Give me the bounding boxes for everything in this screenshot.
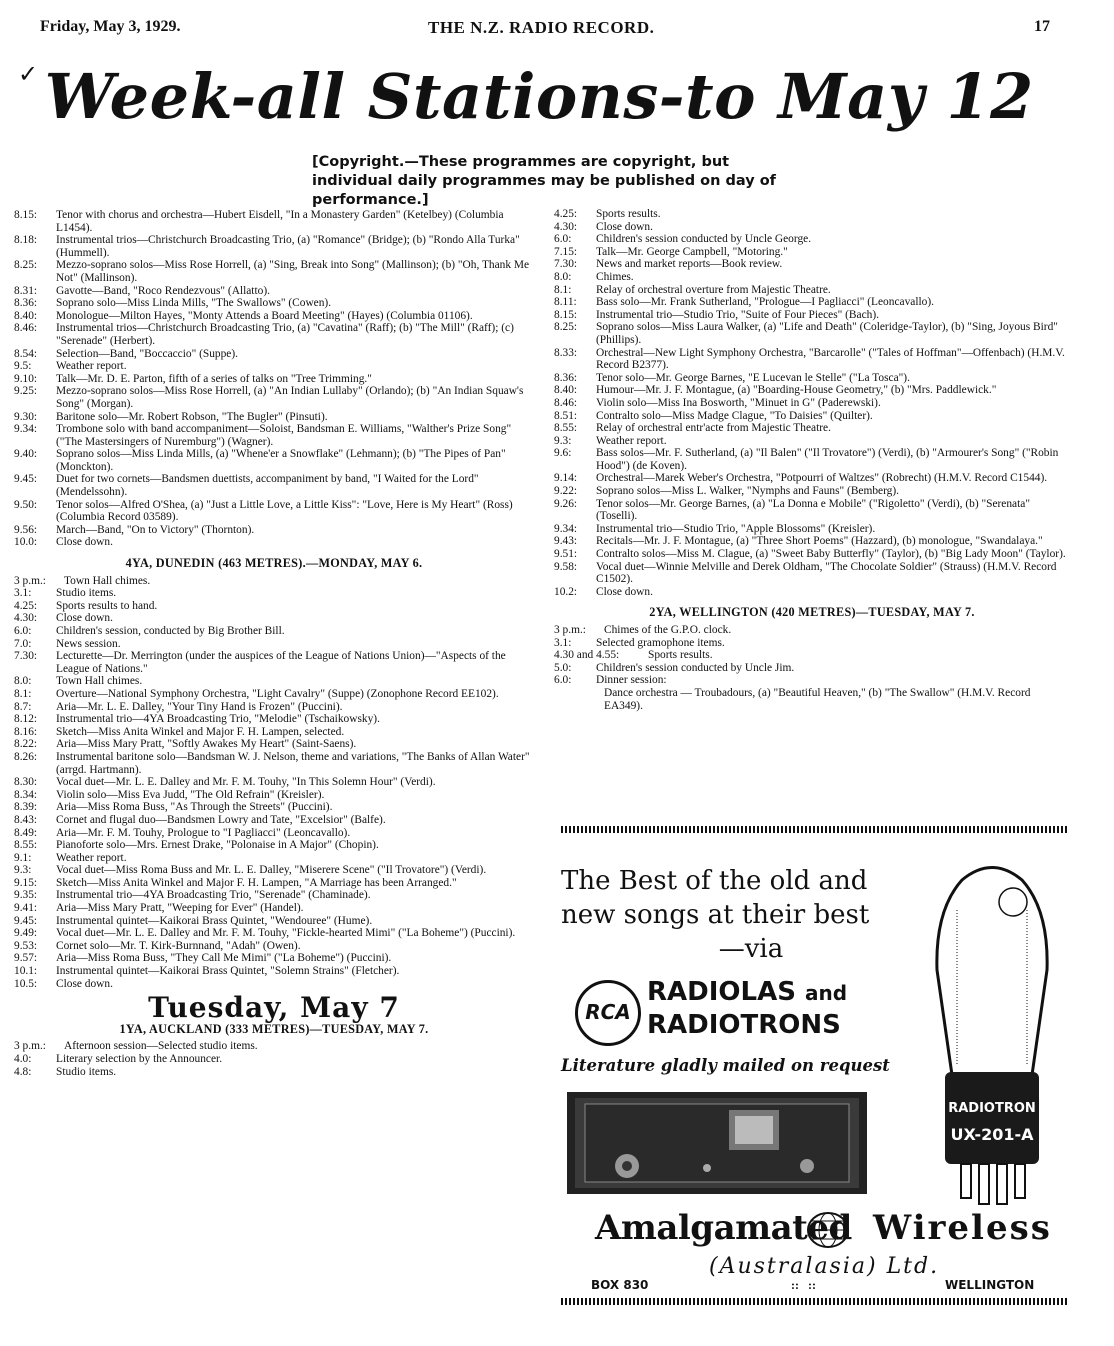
- programme-item: [554, 384, 1070, 397]
- programme-time: 3 p.m.:: [554, 624, 586, 636]
- programme-text: Close down.: [56, 977, 113, 990]
- programme-item: [554, 485, 1070, 498]
- programme-item: [14, 285, 534, 298]
- programme-time: 8.15:: [14, 209, 38, 221]
- programme-item: [554, 233, 1070, 246]
- programme-text: Children's session conducted by Uncle George.: [596, 233, 812, 246]
- programme-item: [14, 499, 534, 524]
- programme-text: Aria—Miss Mary Pratt, "Softly Awakes My Heart" (Saint-Saens).: [56, 738, 357, 751]
- programme-item: [554, 586, 1070, 599]
- copyright-notice: [Copyright.—These programmes are copyright, but individual daily programmes may be published on day of performance.]: [312, 154, 776, 208]
- programme-text: News and market reports—Book review.: [596, 258, 783, 271]
- programme-time: 3.1:: [554, 636, 572, 649]
- programme-time: 9.45:: [14, 914, 38, 927]
- programme-time: 8.43:: [14, 813, 38, 826]
- journal-title: THE N.Z. RADIO RECORD.: [428, 18, 655, 37]
- programme-item: [554, 321, 1070, 346]
- programme-item: [14, 701, 534, 714]
- programme-item: [14, 889, 534, 902]
- programme-text: Vocal duet—Mr. L. E. Dalley and Mr. F. M. Touhy, "In This Solemn Hour" (Verdi).: [56, 776, 436, 789]
- programme-item: [14, 852, 534, 865]
- programme-item: [14, 751, 534, 776]
- programme-time: 8.15:: [554, 308, 578, 321]
- programme-time: 9.3:: [554, 434, 572, 447]
- programme-item: [14, 297, 534, 310]
- programme-item: [554, 284, 1070, 297]
- programme-time: 9.6:: [554, 447, 572, 460]
- programme-item: [554, 435, 1070, 448]
- programme-text: Tenor solos—Alfred O'Shea, (a) "Just a Little Love, a Little Kiss": "Love, Here is My Heart" (Ross) (Columbia Record 03589).: [56, 498, 513, 524]
- programme-text: Weather report.: [596, 434, 667, 447]
- programme-time: 8.25:: [554, 321, 578, 334]
- programme-time: 8.0:: [14, 675, 32, 688]
- programme-time: 4.25:: [554, 208, 578, 220]
- programme-text: Lecturette—Dr. Merrington (under the auspices of the League of Nations Union)—"Aspects of the League of Nations.": [56, 650, 506, 675]
- programme-text: Chimes of the G.P.O. clock.: [604, 624, 732, 636]
- programme-time: 8.7:: [14, 700, 32, 713]
- programme-item: [14, 310, 534, 323]
- right-column: [554, 208, 1070, 712]
- programme-text: Aria—Mr. L. E. Dalley, "Your Tiny Hand is Frozen" (Puccini).: [56, 700, 343, 713]
- programme-time: 9.35:: [14, 889, 38, 902]
- programme-time: 9.5:: [14, 360, 32, 373]
- product-and: and: [804, 981, 848, 1005]
- programme-text: Sports results.: [596, 208, 661, 220]
- programme-item: [14, 423, 534, 448]
- programme-time: 8.30:: [14, 776, 38, 789]
- programme-item: [14, 877, 534, 890]
- programme-time: 7.15:: [554, 245, 578, 258]
- programme-time: 5.0:: [554, 661, 572, 674]
- programme-item: [14, 322, 534, 347]
- programme-item: [554, 296, 1070, 309]
- programme-item: [554, 347, 1070, 372]
- programme-text: Aria—Miss Roma Buss, "They Call Me Mimi" ("La Boheme") (Puccini).: [56, 952, 392, 965]
- programme-time: 9.25:: [14, 385, 38, 398]
- programme-text: Vocal duet—Winnie Melville and Derek Oldham, "The Chocolate Soldier" (Strauss) (H.M.V. Record C1502).: [596, 560, 1057, 586]
- programme-text: Contralto solo—Miss Madge Clague, "To Daisies" (Quilter).: [596, 409, 873, 422]
- programme-item: [14, 473, 534, 498]
- rca-logo-text: RCA: [585, 1000, 631, 1024]
- programme-item: [14, 776, 534, 789]
- programme-time: 8.33:: [554, 346, 578, 359]
- programme-text: Soprano solos—Miss Laura Walker, (a) "Life and Death" (Coleridge-Taylor), (b) "Sing, Joyous Bird" (Phillips).: [596, 321, 1058, 346]
- programme-text: Children's session conducted by Uncle Jim.: [596, 661, 795, 674]
- literature-note: Literature gladly mailed on request: [561, 1056, 890, 1075]
- programme-text: Instrumental trios—Christchurch Broadcasting Trio, (a) "Cavatina" (Raff); (b) "The Mill" (Raff); (c) "Serenade" (Herbert).: [56, 322, 514, 347]
- company-city: WELLINGTON: [945, 1278, 1035, 1292]
- programme-time: 8.40:: [554, 384, 578, 397]
- programme-text: Tenor solos—Mr. George Barnes, (a) "La Donna e Mobile" ("Rigoletto" (Verdi), (b) "Serenata" (Toselli).: [596, 497, 1030, 523]
- programme-time: 8.34:: [14, 788, 38, 801]
- programme-text: Close down.: [56, 612, 113, 625]
- programme-item: [554, 246, 1070, 259]
- programme-time: 4.30 and 4.55:: [554, 649, 620, 662]
- programme-item: [14, 789, 534, 802]
- programme-item: [14, 726, 534, 739]
- programme-item: [14, 814, 534, 827]
- programme-item: [14, 965, 534, 978]
- programme-item: [554, 422, 1070, 435]
- advertisement: [561, 826, 1073, 1324]
- programme-time: 4.25:: [14, 599, 38, 612]
- programme-time: 8.55:: [554, 422, 578, 435]
- programme-item: [554, 687, 1070, 712]
- programme-item: [14, 902, 534, 915]
- programme-text: Recitals—Mr. J. F. Montague, (a) "Three Short Poems" (Hazzard), (b) monologue, "Swandalaya.": [596, 535, 1043, 548]
- programme-time: 9.50:: [14, 498, 38, 511]
- product-radiolas: RADIOLAS: [647, 977, 796, 1007]
- programme-text: Soprano solo—Miss Linda Mills, "The Swallows" (Cowen).: [56, 297, 332, 310]
- programme-time: 10.1:: [14, 965, 38, 978]
- programme-text: Sketch—Miss Anita Winkel and Major F. H. Lampen, "A Marriage has been Arranged.": [56, 876, 457, 889]
- programme-text: Cornet and flugal duo—Bandsmen Lowry and Tate, "Excelsior" (Balfe).: [56, 813, 386, 826]
- programme-time: 8.18:: [14, 234, 38, 247]
- programme-item: [14, 373, 534, 386]
- programme-text: Mezzo-soprano solos—Miss Rose Horrell, (a) "Sing, Break into Song" (Mallinson); (b) "Oh, Thank Me Not" (Mallinson).: [56, 259, 530, 284]
- programme-text: Selected gramophone items.: [596, 636, 725, 649]
- tick-mark-icon: ✓: [18, 60, 39, 88]
- ad-headline-via: —via: [718, 934, 784, 964]
- masthead-title: Week-all Stations-to May 12: [44, 60, 1034, 133]
- programme-time: 9.57:: [14, 952, 38, 965]
- programme-text: Town Hall chimes.: [56, 675, 143, 688]
- programme-time: 9.34:: [554, 522, 578, 535]
- programme-text: Mezzo-soprano solos—Miss Rose Horrell, (a) "An Indian Lullaby" (Orlando); (b) "An Indian Squaw's Song" (Morgan).: [56, 385, 524, 410]
- programme-item: [14, 612, 534, 625]
- programme-item: [14, 411, 534, 424]
- programme-item: [14, 360, 534, 373]
- programme-text: Sports results to hand.: [56, 599, 158, 612]
- programme-text: Aria—Miss Mary Pratt, "Weeping for Ever" (Handel).: [56, 902, 304, 915]
- programme-time: 8.26:: [14, 750, 38, 763]
- programme-item: [14, 713, 534, 726]
- programme-time: 7.0:: [14, 637, 32, 650]
- programme-time: 8.55:: [14, 839, 38, 852]
- programme-item: [554, 535, 1070, 548]
- programme-text: Studio items.: [56, 587, 117, 600]
- programme-text: Talk—Mr. George Campbell, "Motoring.": [596, 245, 788, 258]
- programme-text: Pianoforte solo—Mrs. Ernest Drake, "Polonaise in A Major" (Chopin).: [56, 839, 379, 852]
- programme-text: Soprano solos—Miss Linda Mills, (a) "Whene'er a Snowflake" (Lehmann); (b) "The Pipes of Pan" (Monckton).: [56, 448, 506, 473]
- programme-time: 8.11:: [554, 296, 577, 309]
- programme-text: Soprano solos—Miss L. Walker, "Nymphs and Fauns" (Bemberg).: [596, 485, 900, 498]
- ad-border-bottom: [561, 1298, 1069, 1305]
- programme-text: Instrumental trio—4YA Broadcasting Trio, "Melodie" (Tschaikowsky).: [56, 713, 380, 726]
- programme-item: [14, 927, 534, 940]
- radio-set-illustration: [561, 1088, 917, 1198]
- programme-item: [14, 209, 534, 234]
- programme-time: 8.46:: [14, 322, 38, 335]
- programme-text: Sketch—Miss Anita Winkel and Major F. H. Lampen, selected.: [56, 725, 345, 738]
- programme-text: Instrumental quintet—Kaikorai Brass Quintet, "Solemn Strains" (Fletcher).: [56, 965, 400, 978]
- programme-text: Duet for two cornets—Bandsmen duettists, accompaniment by band, "I Waited for the Lord" (Mendelssohn).: [56, 473, 479, 499]
- ad-border-top: [561, 826, 1069, 833]
- address-separator: :: ::: [791, 1278, 816, 1292]
- programme-text: Weather report.: [56, 360, 127, 373]
- programme-time: 6.0:: [554, 233, 572, 246]
- programme-text: Aria—Miss Roma Buss, "As Through the Streets" (Puccini).: [56, 801, 333, 814]
- programme-item: [14, 1040, 534, 1053]
- programme-time: 8.39:: [14, 801, 38, 814]
- programme-text: Cornet solo—Mr. T. Kirk-Burnnand, "Adah" (Owen).: [56, 939, 301, 952]
- programme-text: Vocal duet—Mr. L. E. Dalley and Mr. F. M. Touhy, "Fickle-hearted Mimi" ("La Boheme") (Puccini).: [56, 927, 516, 940]
- programme-text: Close down.: [596, 220, 653, 233]
- station-heading: 1YA, AUCKLAND (333 METRES)—TUESDAY, MAY 7.: [119, 1021, 429, 1036]
- programme-text: Humour—Mr. J. F. Montague, (a) "Boarding-House Geometry," (b) "Mrs. Paddlewick.": [596, 384, 997, 397]
- programme-item: [14, 524, 534, 537]
- programme-time: 6.0:: [554, 674, 572, 687]
- programme-time: 9.26:: [554, 497, 578, 510]
- programme-time: 8.22:: [14, 738, 38, 751]
- programme-time: 9.56:: [14, 523, 38, 536]
- programme-text: Tenor solo—Mr. George Barnes, "E Lucevan le Stelle" ("La Tosca").: [596, 371, 910, 384]
- programme-text: Monologue—Milton Hayes, "Monty Attends a Board Meeting" (Hayes) (Columbia 01106).: [56, 309, 473, 322]
- programme-time: 9.22:: [554, 485, 578, 498]
- day-heading: Tuesday, May 7: [148, 991, 400, 1025]
- programme-item: [14, 952, 534, 965]
- programme-item: [14, 625, 534, 638]
- programme-item: [14, 688, 534, 701]
- programme-time: 10.2:: [554, 585, 578, 598]
- programme-text: Gavotte—Band, "Roco Rendezvous" (Allatto).: [56, 284, 270, 297]
- programme-text: Tenor with chorus and orchestra—Hubert Eisdell, "In a Monastery Garden" (Ketelbey) (Columbia L1454).: [56, 209, 504, 234]
- programme-time: 3 p.m.:: [14, 1040, 46, 1053]
- programme-time: 9.58:: [554, 560, 578, 573]
- programme-text: Relay of orchestral overture from Majestic Theatre.: [596, 283, 831, 296]
- programme-text: Instrumental quintet—Kaikorai Brass Quintet, "Wendouree" (Hume).: [56, 914, 373, 927]
- programme-item: [14, 448, 534, 473]
- masthead: [18, 60, 1098, 148]
- programme-time: 10.0:: [14, 536, 38, 549]
- programme-time: 8.16:: [14, 725, 38, 738]
- programme-time: 8.25:: [14, 259, 38, 272]
- programme-text: Violin solo—Miss Eva Judd, "The Old Refrain" (Kreisler).: [56, 788, 325, 801]
- programme-item: [14, 864, 534, 877]
- programme-text: Relay of orchestral entr'acte from Majestic Theatre.: [596, 422, 831, 435]
- programme-time: 8.31:: [14, 284, 38, 297]
- programme-text: Bass solos—Mr. F. Sutherland, (a) "Il Balen" ("Il Trovatore") (Verdi), (b) "Armourer's Song" ("Robin Hood") (de Koven).: [596, 447, 1059, 472]
- programme-text: Instrumental baritone solo—Bandsman W. J. Nelson, theme and variations, "The Banks of Allan Water" (arrgd. Hartmann).: [56, 750, 530, 776]
- programme-text: Orchestral—New Light Symphony Orchestra, "Barcarolle" ("Tales of Hoffman"—Offenbach) (H.M.V. Record B2377).: [596, 346, 1065, 372]
- programme-time: 10.5:: [14, 977, 38, 990]
- programme-text: Instrumental trios—Christchurch Broadcasting Trio, (a) "Romance" (Bridge); (b) "Rondo Alla Turka" (Hummell).: [56, 234, 520, 259]
- radiotron-tube-illustration: [917, 850, 1067, 1210]
- ad-headline-line: new songs at their best: [561, 900, 870, 930]
- programme-text: Literary selection by the Announcer.: [56, 1053, 223, 1065]
- programme-text: Weather report.: [56, 851, 127, 864]
- programme-time: 4.0:: [14, 1053, 32, 1065]
- programme-time: 8.36:: [554, 371, 578, 384]
- company-name-amalgamated: Amalgamated: [595, 1208, 852, 1248]
- programme-item: [14, 600, 534, 613]
- programme-time: 8.1:: [554, 283, 572, 296]
- programme-item: [14, 940, 534, 953]
- programme-text: March—Band, "On to Victory" (Thornton).: [56, 523, 255, 536]
- programme-time: 8.49:: [14, 826, 38, 839]
- programme-time: 3 p.m.:: [14, 574, 46, 587]
- programme-item: [14, 385, 534, 410]
- programme-item: [14, 827, 534, 840]
- company-name: [595, 1200, 1065, 1256]
- programme-time: 9.51:: [554, 548, 578, 561]
- programme-item: [554, 258, 1070, 271]
- programme-time: 7.30:: [14, 650, 38, 663]
- programme-text: Bass solo—Mr. Frank Sutherland, "Prologue—I Pagliacci" (Leoncavallo).: [596, 296, 934, 309]
- company-box: BOX 830: [591, 1278, 649, 1292]
- programme-time: 8.12:: [14, 713, 38, 726]
- programme-text: Vocal duet—Miss Roma Buss and Mr. L. E. Dalley, "Miserere Scene" ("Il Trovatore") (Verdi).: [56, 864, 487, 877]
- programme-text: Close down.: [56, 536, 113, 549]
- ad-headline: [561, 864, 941, 966]
- programme-time: 9.1:: [14, 851, 32, 864]
- programme-item: [14, 839, 534, 852]
- globe-logo-icon: [805, 1210, 851, 1250]
- programme-item: [14, 348, 534, 361]
- programme-item: [14, 638, 534, 651]
- programme-time: 9.53:: [14, 939, 38, 952]
- programme-time: 4.30:: [14, 612, 38, 625]
- programme-item: [14, 536, 534, 549]
- programme-item: [14, 1053, 534, 1066]
- programme-text: Selection—Band, "Boccaccio" (Suppe).: [56, 347, 239, 360]
- programme-time: 9.49:: [14, 927, 38, 940]
- programme-item: [554, 410, 1070, 423]
- programme-item: [14, 575, 534, 588]
- ad-headline-line: The Best of the old and: [561, 866, 868, 896]
- programme-time: 9.14:: [554, 472, 578, 485]
- programme-item: [554, 447, 1070, 472]
- programme-item: [554, 397, 1070, 410]
- programme-time: 4.30:: [554, 220, 578, 233]
- tube-label-radiotron: RADIOTRON: [948, 1101, 1036, 1116]
- programme-item: [554, 498, 1070, 523]
- station-heading: 2YA, WELLINGTON (420 METRES)—TUESDAY, MAY 7.: [649, 605, 975, 620]
- programme-item: [14, 1066, 534, 1079]
- programme-text: Orchestral—Marek Weber's Orchestra, "Potpourri of Waltzes" (Robrecht) (H.M.V. Record C1544).: [596, 472, 1048, 485]
- programme-item: [554, 208, 1070, 221]
- programme-item: [14, 978, 534, 991]
- programme-time: 9.43:: [554, 535, 578, 548]
- programme-time: 8.36:: [14, 297, 38, 310]
- programme-text: Afternoon session—Selected studio items.: [64, 1040, 258, 1053]
- programme-text: Chimes.: [596, 270, 634, 283]
- programme-time: 3.1:: [14, 587, 32, 600]
- page-number: 17: [1034, 18, 1050, 35]
- programme-item: [14, 915, 534, 928]
- issue-date: Friday, May 3, 1929.: [40, 18, 181, 35]
- programme-text: Instrumental trio—4YA Broadcasting Trio, "Serenade" (Chaminade).: [56, 889, 371, 902]
- programme-text: Overture—National Symphony Orchestra, "Light Cavalry" (Suppe) (Zonophone Record EE102).: [56, 687, 499, 700]
- programme-item: [14, 801, 534, 814]
- programme-item: [554, 674, 1070, 687]
- programme-item: [554, 309, 1070, 322]
- programme-item: [14, 650, 534, 675]
- programme-item: [14, 738, 534, 751]
- programme-text: Trombone solo with band accompaniment—Soloist, Bandsman E. Williams, "Walther's Prize Song" ("The Mastersingers of Nuremburg") (Wagner).: [56, 423, 512, 448]
- programme-time: 9.41:: [14, 902, 38, 915]
- ad-products: [647, 976, 847, 1041]
- station-heading: 4YA, DUNEDIN (463 METRES).—MONDAY, MAY 6.: [125, 556, 423, 571]
- programme-item: [554, 561, 1070, 586]
- programme-item: [554, 649, 1070, 662]
- programme-item: [14, 675, 534, 688]
- programme-time: 9.45:: [14, 473, 38, 486]
- programme-text: Violin solo—Miss Ina Bosworth, "Minuet in G" (Paderewski).: [596, 396, 881, 409]
- programme-time: 8.1:: [14, 687, 32, 700]
- programme-text: Contralto solos—Miss M. Clague, (a) "Sweet Baby Butterfly" (Taylor), (b) "Big Lady Moon" (Taylor).: [596, 548, 1066, 561]
- programme-text: Dance orchestra — Troubadours, (a) "Beautiful Heaven," (b) "The Swallow" (H.M.V. Record EA349).: [604, 686, 1031, 712]
- programme-time: 8.51:: [554, 409, 578, 422]
- programme-time: 9.40:: [14, 448, 38, 461]
- programme-text: Instrumental trio—Studio Trio, "Apple Blossoms" (Kreisler).: [596, 522, 876, 535]
- company-name-wireless: Wireless: [873, 1208, 1052, 1248]
- programme-item: [14, 259, 534, 284]
- programme-time: 9.15:: [14, 876, 38, 889]
- programme-time: 8.0:: [554, 270, 572, 283]
- programme-text: Talk—Mr. D. E. Parton, fifth of a series of talks on "Tree Trimming.": [56, 372, 372, 385]
- programme-item: [554, 548, 1070, 561]
- programme-time: 7.30:: [554, 258, 578, 271]
- product-radiotrons: RADIOTRONS: [647, 1010, 841, 1040]
- programme-text: Instrumental trio—Studio Trio, "Suite of Four Pieces" (Bach).: [596, 308, 879, 321]
- programme-item: [554, 372, 1070, 385]
- programme-text: Dinner session:: [596, 674, 667, 687]
- programme-time: 9.3:: [14, 864, 32, 877]
- programme-item: [554, 624, 1070, 637]
- programme-item: [14, 234, 534, 259]
- programme-time: 4.8:: [14, 1065, 32, 1078]
- programme-time: 9.10:: [14, 372, 38, 385]
- company-australasia: (Australasia) Ltd.: [709, 1254, 940, 1279]
- programme-item: [554, 662, 1070, 675]
- programme-item: [554, 472, 1070, 485]
- programme-text: Town Hall chimes.: [64, 574, 151, 587]
- programme-time: 6.0:: [14, 625, 32, 637]
- programme-text: Baritone solo—Mr. Robert Robson, "The Bugler" (Pinsuti).: [56, 410, 328, 423]
- programme-text: Sports results.: [648, 649, 713, 662]
- programme-item: [554, 637, 1070, 650]
- programme-item: [554, 523, 1070, 536]
- programme-time: 8.40:: [14, 309, 38, 322]
- programme-text: Aria—Mr. F. M. Touhy, Prologue to "I Pagliacci" (Leoncavallo).: [56, 826, 351, 839]
- programme-time: 8.46:: [554, 396, 578, 409]
- programme-item: [554, 221, 1070, 234]
- left-column: [14, 209, 534, 1078]
- programme-item: [554, 271, 1070, 284]
- programme-text: Children's session, conducted by Big Brother Bill.: [56, 625, 285, 637]
- running-header: [40, 18, 1050, 40]
- programme-time: 8.54:: [14, 347, 38, 360]
- programme-text: Studio items.: [56, 1065, 117, 1078]
- tube-label-model: UX-201-A: [950, 1125, 1034, 1144]
- programme-item: [14, 587, 534, 600]
- programme-text: News session.: [56, 637, 121, 650]
- programme-time: 9.30:: [14, 410, 38, 423]
- programme-time: 9.34:: [14, 423, 38, 436]
- programme-text: Close down.: [596, 585, 653, 598]
- rca-logo: [575, 980, 641, 1046]
